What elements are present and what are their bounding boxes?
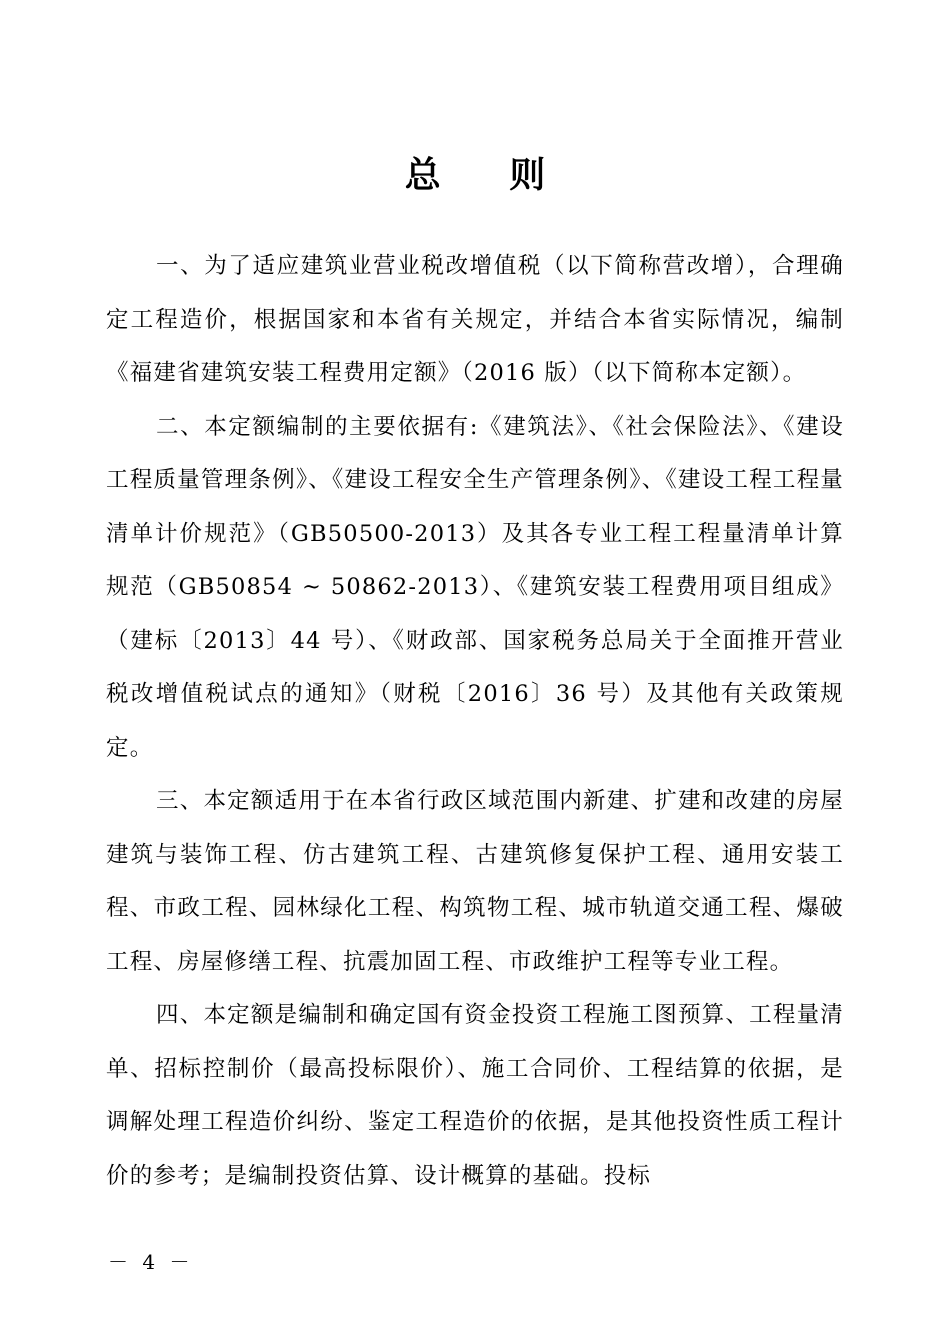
document-body bbox=[106, 240, 844, 1203]
paragraph-2: 二、本定额编制的主要依据有:《建筑法》、《社会保险法》、《建设工程质量管理条例》、《建设工程安全生产管理条例》、《建设工程工程量清单计价规范》（GB50500-2013）及其各专业工程工程量清单计算规范（GB50854 ~ 50862-2013）、《建筑安装工程费用项目组成》（建标〔2013〕44 号）、《财政部、国家税务总局关于全面推开营业税改增值税试点的通知》（财税〔2016〕36 号）及其他有关政策规定。 bbox=[106, 413, 844, 761]
page-number: － 4 － bbox=[108, 1250, 194, 1274]
paragraph-4: 四、本定额是编制和确定国有资金投资工程施工图预算、工程量清单、招标控制价（最高投标限价）、施工合同价、工程结算的依据，是调解处理工程造价纠纷、鉴定工程造价的依据，是其他投资性质工程计价的参考；是编制投资估算、设计概算的基础。投标 bbox=[106, 1002, 844, 1189]
paragraph-1: 一、为了适应建筑业营业税改增值税（以下简称营改增），合理确定工程造价，根据国家和本省有关规定，并结合本省实际情况，编制《福建省建筑安装工程费用定额》（2016 版）（以下简称本定额）。 bbox=[106, 253, 844, 386]
paragraph-3: 三、本定额适用于在本省行政区域范围内新建、扩建和改建的房屋建筑与装饰工程、仿古建筑工程、古建筑修复保护工程、通用安装工程、市政工程、园林绿化工程、构筑物工程、城市轨道交通工程、爆破工程、房屋修缮工程、抗震加固工程、市政维护工程等专业工程。 bbox=[106, 788, 844, 975]
page-title: 总 则 bbox=[404, 155, 574, 197]
